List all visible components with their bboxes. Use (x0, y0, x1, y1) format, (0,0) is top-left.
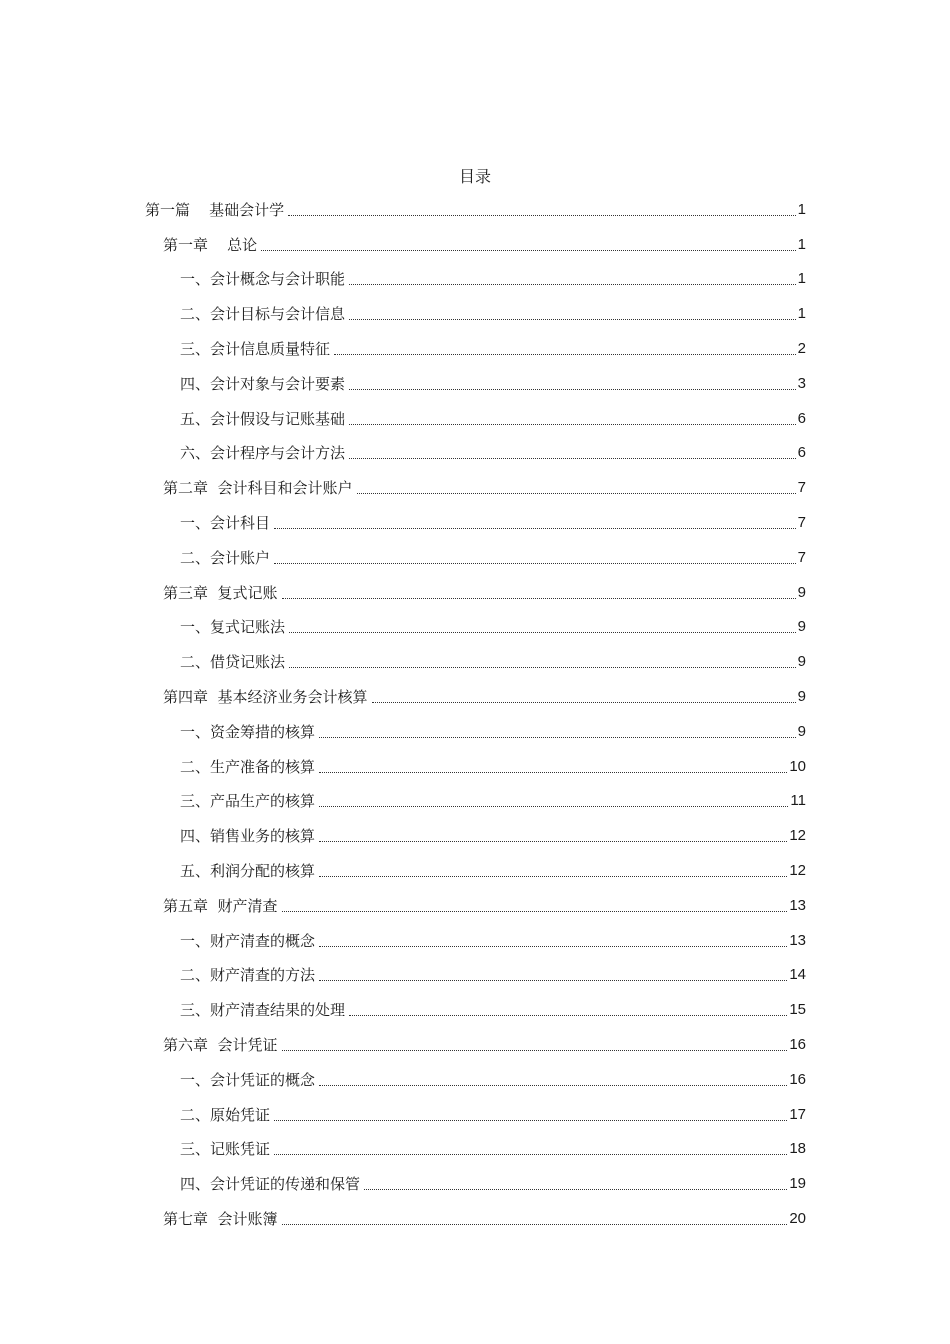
toc-entry-label: 二、原始凭证 (180, 1105, 271, 1124)
toc-section-entry[interactable] (0, 540, 950, 575)
toc-entry-label: 二、财产清查的方法 (180, 966, 316, 985)
toc-section-entry[interactable] (0, 401, 950, 436)
toc-dot-leader (349, 1015, 787, 1016)
toc-dot-leader (274, 1154, 787, 1155)
toc-section-entry[interactable] (0, 610, 950, 645)
toc-dot-leader (319, 806, 788, 807)
toc-page-number: 7 (797, 479, 806, 497)
toc-dot-leader (372, 702, 796, 703)
toc-section-entry[interactable] (0, 853, 950, 888)
toc-section-entry[interactable] (0, 749, 950, 784)
toc-dot-leader (319, 772, 787, 773)
toc-page-number: 16 (789, 1070, 806, 1088)
toc-section-entry[interactable] (0, 923, 950, 958)
toc-section-entry[interactable] (0, 958, 950, 993)
toc-page-number: 9 (797, 583, 806, 601)
toc-dot-leader (274, 528, 796, 529)
toc-dot-leader (319, 737, 796, 738)
toc-chapter-entry[interactable] (0, 679, 950, 714)
toc-entry-label: 第三章 复式记账 (163, 583, 278, 602)
toc-section-entry[interactable] (0, 296, 950, 331)
toc-entry-label: 五、利润分配的核算 (180, 862, 316, 881)
toc-section-entry[interactable] (0, 262, 950, 297)
toc-entry-label: 第二章 会计科目和会计账户 (163, 479, 353, 498)
toc-section-entry[interactable] (0, 331, 950, 366)
toc-section-entry[interactable] (0, 1132, 950, 1167)
table-of-contents (0, 192, 950, 1236)
toc-entry-label: 第七章 会计账簿 (163, 1210, 278, 1228)
toc-page-number: 1 (797, 235, 806, 253)
toc-page-number: 15 (789, 1001, 806, 1019)
toc-page-number: 11 (790, 792, 806, 810)
toc-page-number: 12 (789, 862, 806, 880)
toc-dot-leader (349, 319, 796, 320)
toc-dot-leader (364, 1189, 787, 1190)
toc-page-number: 12 (789, 827, 806, 845)
toc-entry-label: 一、会计科目 (180, 514, 271, 533)
toc-section-entry[interactable] (0, 992, 950, 1027)
toc-page-number: 16 (789, 1036, 806, 1054)
toc-dot-leader (319, 1085, 787, 1086)
toc-entry-label: 一、复式记账法 (180, 618, 286, 637)
toc-dot-leader (319, 980, 787, 981)
toc-entry-label: 五、会计假设与记账基础 (180, 409, 346, 428)
toc-entry-label: 一、财产清查的概念 (180, 931, 316, 950)
toc-entry-label: 四、销售业务的核算 (180, 827, 316, 846)
toc-section-entry[interactable] (0, 1097, 950, 1132)
toc-entry-label: 三、会计信息质量特征 (180, 340, 331, 359)
toc-entry-label: 一、会计概念与会计职能 (180, 270, 346, 289)
toc-page-number: 9 (797, 618, 806, 636)
toc-entry-label: 一、会计凭证的概念 (180, 1070, 316, 1089)
toc-part-entry[interactable] (0, 192, 950, 227)
toc-dot-leader (349, 389, 796, 390)
toc-dot-leader (349, 424, 796, 425)
toc-section-entry[interactable] (0, 818, 950, 853)
toc-section-entry[interactable] (0, 366, 950, 401)
toc-entry-label: 二、会计账户 (180, 548, 271, 567)
toc-entry-label: 四、会计对象与会计要素 (180, 374, 346, 393)
toc-dot-leader (282, 1224, 788, 1225)
toc-entry-label: 第一篇 基础会计学 (145, 200, 285, 219)
toc-section-entry[interactable] (0, 436, 950, 471)
toc-page-number: 6 (797, 444, 806, 462)
toc-dot-leader (288, 215, 796, 216)
toc-page-number: 9 (797, 653, 806, 671)
toc-entry-label: 二、生产准备的核算 (180, 757, 316, 776)
toc-page-number: 6 (797, 409, 806, 427)
toc-dot-leader (319, 946, 787, 947)
toc-page-number: 7 (797, 514, 806, 532)
toc-dot-leader (349, 458, 796, 459)
toc-section-entry[interactable] (0, 714, 950, 749)
toc-page-number: 3 (797, 374, 806, 392)
toc-page-number: 1 (797, 270, 806, 288)
toc-dot-leader (282, 1050, 788, 1051)
toc-entry-label: 四、会计凭证的传递和保管 (180, 1175, 361, 1194)
toc-chapter-entry[interactable] (0, 470, 950, 505)
toc-entry-label: 六、会计程序与会计方法 (180, 444, 346, 463)
toc-chapter-entry[interactable] (0, 575, 950, 610)
toc-page-number: 2 (797, 340, 806, 358)
toc-entry-label: 三、产品生产的核算 (180, 792, 316, 811)
toc-page-number: 18 (789, 1140, 806, 1158)
toc-chapter-entry[interactable] (0, 888, 950, 923)
toc-section-entry[interactable] (0, 1062, 950, 1097)
toc-chapter-entry[interactable] (0, 1201, 950, 1236)
toc-page-number: 7 (797, 548, 806, 566)
toc-entry-label: 二、借贷记账法 (180, 653, 286, 672)
toc-entry-label: 三、财产清查结果的处理 (180, 1001, 346, 1020)
toc-page-number: 20 (789, 1210, 806, 1227)
toc-dot-leader (289, 632, 796, 633)
toc-page-number: 19 (789, 1175, 806, 1193)
toc-page-number: 1 (797, 200, 806, 218)
toc-page-number: 9 (797, 722, 806, 740)
toc-section-entry[interactable] (0, 505, 950, 540)
toc-page-number: 17 (789, 1105, 806, 1123)
toc-page-number: 14 (789, 966, 806, 984)
toc-entry-label: 二、会计目标与会计信息 (180, 305, 346, 324)
toc-section-entry[interactable] (0, 644, 950, 679)
toc-dot-leader (319, 876, 787, 877)
toc-dot-leader (319, 841, 787, 842)
toc-dot-leader (349, 284, 796, 285)
toc-dot-leader (289, 667, 796, 668)
toc-dot-leader (282, 911, 788, 912)
toc-dot-leader (357, 493, 796, 494)
toc-entry-label: 第六章 会计凭证 (163, 1036, 278, 1055)
toc-page-number: 13 (789, 896, 806, 914)
toc-section-entry[interactable] (0, 784, 950, 819)
toc-dot-leader (282, 598, 796, 599)
toc-page-number: 10 (789, 757, 806, 775)
toc-chapter-entry[interactable] (0, 227, 950, 262)
toc-title: 目录 (458, 167, 491, 186)
toc-entry-label: 三、记账凭证 (180, 1140, 271, 1159)
toc-dot-leader (274, 563, 796, 564)
toc-page-number: 9 (797, 688, 806, 706)
toc-page-number: 1 (797, 305, 806, 323)
toc-entry-label: 第五章 财产清查 (163, 896, 278, 915)
toc-chapter-entry[interactable] (0, 1027, 950, 1062)
toc-entry-label: 第一章 总论 (163, 235, 258, 254)
toc-section-entry[interactable] (0, 1166, 950, 1201)
toc-entry-label: 第四章 基本经济业务会计核算 (163, 688, 368, 707)
toc-dot-leader (274, 1120, 787, 1121)
toc-dot-leader (261, 250, 796, 251)
toc-entry-label: 一、资金筹措的核算 (180, 722, 316, 741)
toc-dot-leader (334, 354, 796, 355)
toc-page-number: 13 (789, 931, 806, 949)
